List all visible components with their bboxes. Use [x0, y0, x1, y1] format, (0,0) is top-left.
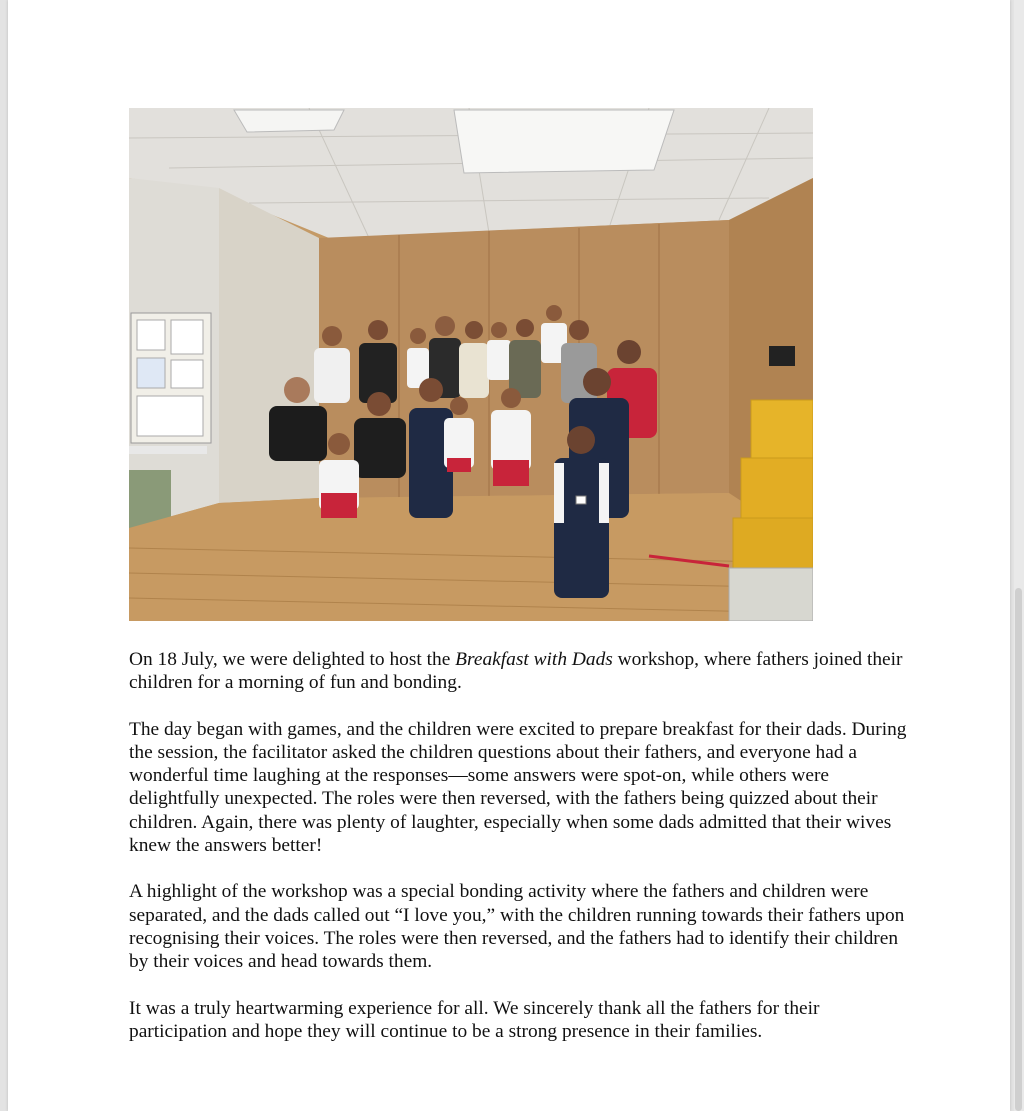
article-body — [129, 648, 909, 1066]
group-photo-illustration — [129, 108, 813, 621]
workshop-name: Breakfast with Dads — [455, 649, 613, 670]
group-photo — [129, 108, 813, 621]
floor — [129, 493, 813, 621]
vertical-scrollbar[interactable] — [1014, 0, 1024, 1111]
storage-tub — [729, 568, 813, 621]
paragraph-thanks: It was a truly heartwarming experience for all. We sincerely thank all the fathers for their participation and hope they will continue to be a strong presence in their families. — [129, 997, 820, 1042]
side-table — [129, 446, 207, 454]
box-bottom — [733, 518, 813, 573]
paragraph-highlight: A highlight of the workshop was a special bonding activity where the fathers and children were separated, and the dads called out “I love you,” with the children running towards their fathers upon recognising their voices. The roles were then reversed, and the fathers had to identify their children by their voices and head towards them. — [129, 881, 905, 973]
paragraph-games: The day began with games, and the children were excited to prepare breakfast for their dads. During the session, the facilitator asked the children questions about their fathers, and everyone had a wonderful time laughing at the responses—some answers were spot-on, while others were delightfully unexpected. The roles were then reversed, with the fathers being quizzed about their children. Again, there was plenty of laughter, especially when some dads admitted that their wives knew the answers better! — [129, 718, 907, 857]
scrollbar-thumb[interactable] — [1015, 588, 1022, 1111]
ceiling-light — [454, 110, 674, 173]
door-panel — [769, 346, 795, 366]
ceiling-light-small — [234, 110, 344, 132]
box-top — [751, 400, 813, 462]
paragraph-intro: On 18 July, we were delighted to host the Breakfast with Dads workshop, where fathers joined their children for a morning of fun and bonding. — [129, 649, 903, 694]
document-page — [8, 0, 1010, 1111]
